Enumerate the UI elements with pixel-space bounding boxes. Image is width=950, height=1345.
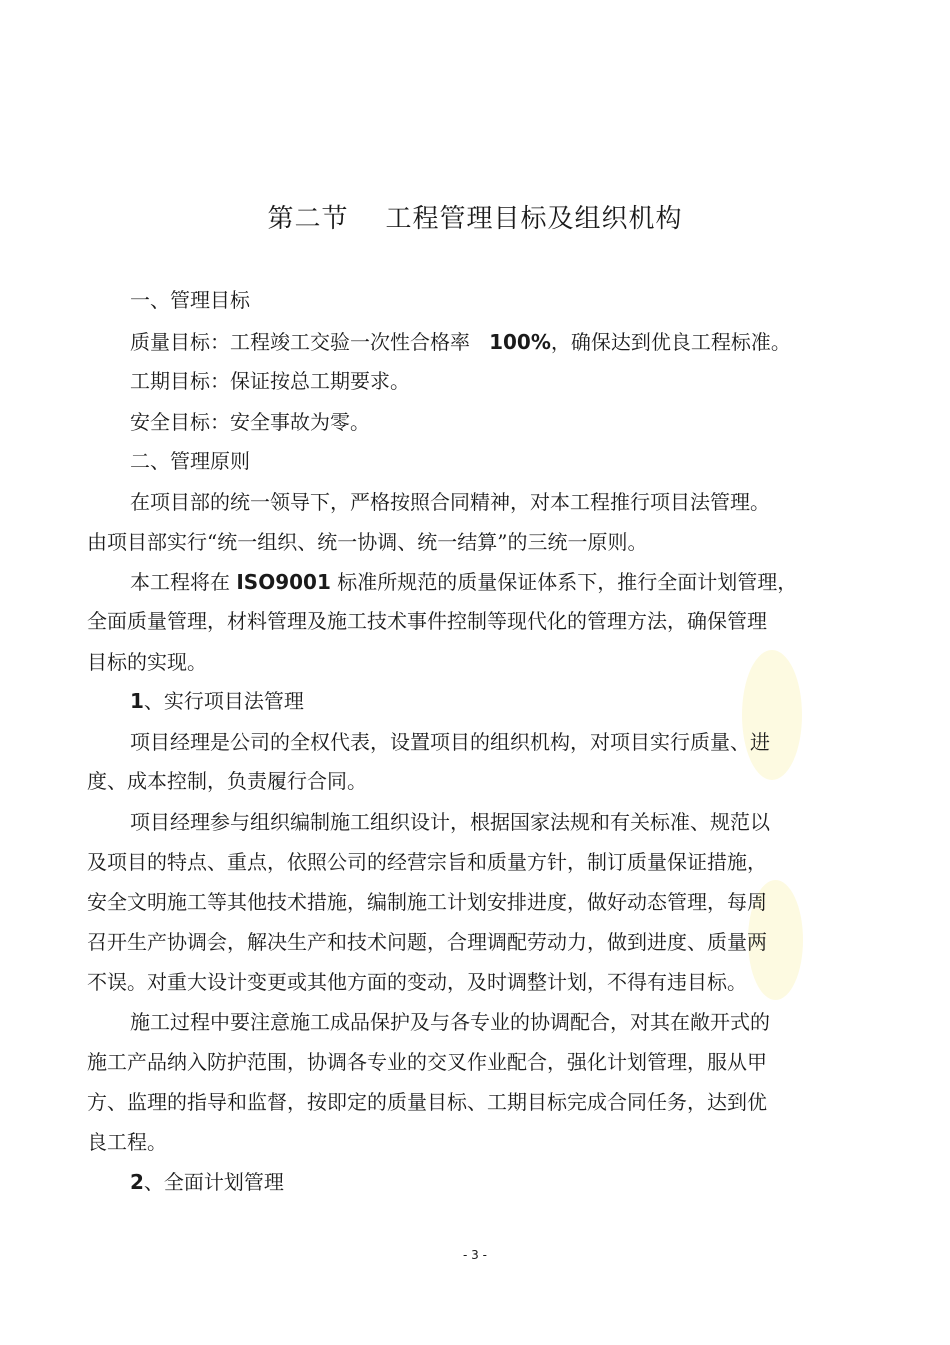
text-run: 标准所规范的质量保证体系下，推行全面计划管理， [330, 570, 798, 594]
text-run: 由项目部实行“统一组织、统一协调、统一结算”的三统一原则。 [87, 530, 648, 554]
text-line [87, 848, 767, 876]
text-run: 度、成本控制，负责履行合同。 [87, 769, 367, 793]
text-line [130, 447, 250, 475]
text-run: 本工程将在 [130, 570, 237, 594]
text-run: 质量目标：工程竣工交验一次性合格率 [130, 330, 490, 354]
bold-text: 2 [130, 1170, 144, 1194]
text-run: ，确保达到优良工程标准。 [550, 330, 791, 354]
text-line [130, 728, 770, 756]
text-run: 安全文明施工等其他技术措施，编制施工计划安排进度，做好动态管理，每周 [87, 890, 767, 914]
text-line [130, 568, 797, 596]
text-line [130, 367, 410, 395]
bold-text: 1 [130, 689, 144, 713]
text-run: 项目经理是公司的全权代表，设置项目的组织机构，对项目实行质量、进 [130, 730, 770, 754]
text-run: 及项目的特点、重点，依照公司的经营宗旨和质量方针，制订质量保证措施， [87, 850, 767, 874]
text-line [87, 528, 647, 556]
text-run: 安全目标：安全事故为零。 [130, 410, 370, 434]
text-run: 不误。对重大设计变更或其他方面的变动，及时调整计划，不得有违目标。 [87, 970, 747, 994]
text-run: 施工过程中要注意施工成品保护及与各专业的协调配合，对其在敞开式的 [130, 1010, 770, 1034]
text-run: 一、管理目标 [130, 288, 250, 312]
text-line [130, 408, 370, 436]
text-run: 、实行项目法管理 [143, 689, 304, 713]
text-run: 工期目标：保证按总工期要求。 [130, 369, 410, 393]
text-line [87, 1088, 767, 1116]
text-run: 召开生产协调会，解决生产和技术问题，合理调配劳动力，做到进度、质量两 [87, 930, 767, 954]
text-run: 施工产品纳入防护范围，协调各专业的交叉作业配合，强化计划管理，服从甲 [87, 1050, 767, 1074]
section-title: 第二节 工程管理目标及组织机构 [267, 204, 683, 234]
text-line [87, 767, 367, 795]
text-line [87, 888, 767, 916]
text-line [87, 968, 747, 996]
text-line [87, 1048, 767, 1076]
text-line [130, 328, 791, 356]
page-stain [742, 650, 802, 780]
text-line [130, 1008, 770, 1036]
text-line [130, 286, 250, 314]
text-line [87, 648, 207, 676]
text-run: 方、监理的指导和监督，按即定的质量目标、工期目标完成合同任务，达到优 [87, 1090, 767, 1114]
text-run: 二、管理原则 [130, 449, 250, 473]
text-run: 、全面计划管理 [143, 1170, 284, 1194]
text-run: 在项目部的统一领导下，严格按照合同精神，对本工程推行项目法管理。 [130, 490, 770, 514]
text-line [130, 687, 304, 715]
text-line [87, 607, 767, 635]
page-number: - 3 - [463, 1248, 487, 1262]
text-run: 良工程。 [87, 1130, 167, 1154]
text-line [87, 1128, 167, 1156]
bold-text: ISO9001 [236, 570, 331, 594]
text-run: 项目经理参与组织编制施工组织设计，根据国家法规和有关标准、规范以 [130, 810, 770, 834]
text-line [87, 928, 767, 956]
text-run: 全面质量管理，材料管理及施工技术事件控制等现代化的管理方法，确保管理 [87, 609, 767, 633]
text-line [130, 1168, 284, 1196]
bold-text: 100% [489, 330, 551, 354]
text-line [130, 488, 770, 516]
text-run: 目标的实现。 [87, 650, 207, 674]
text-line [130, 808, 770, 836]
